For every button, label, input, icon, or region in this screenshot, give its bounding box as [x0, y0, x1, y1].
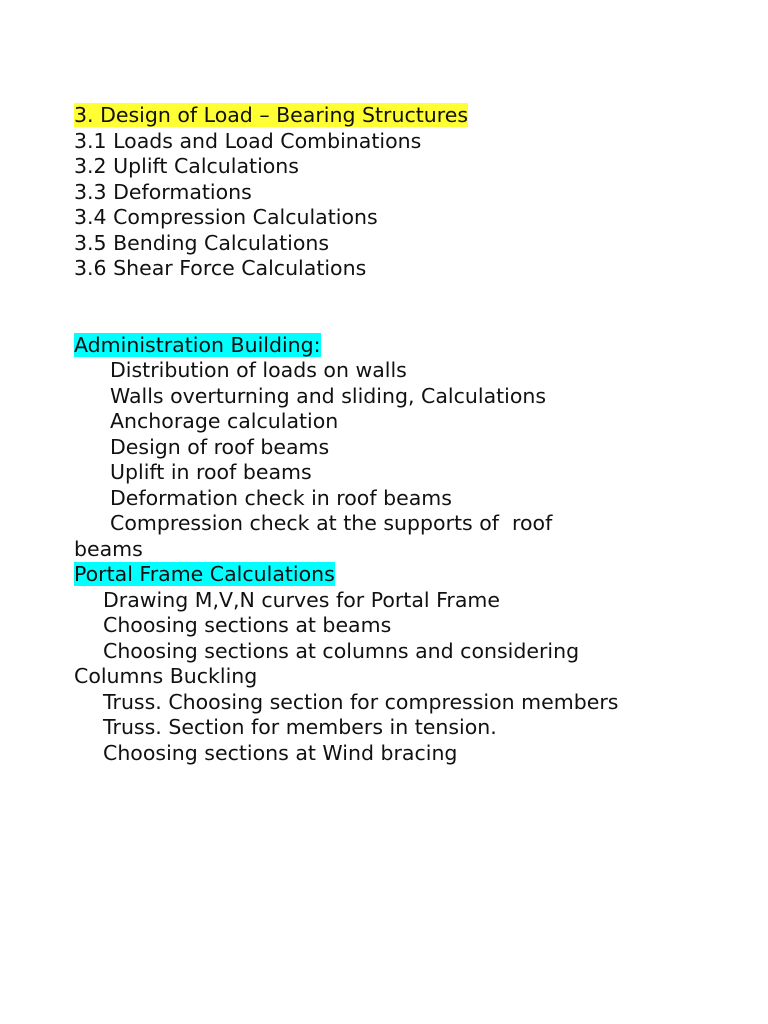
list-item: 3.3 Deformations	[74, 179, 252, 204]
list-item: Choosing sections at beams	[103, 613, 392, 637]
list-item: Walls overturning and sliding, Calculations	[110, 383, 547, 408]
list-item: Truss. Choosing section for compression members	[103, 689, 619, 714]
list-item: Distribution of loads on walls	[110, 358, 407, 382]
portal-heading-text: Portal Frame Calculations	[74, 562, 335, 586]
list-item: 3.1 Loads and Load Combinations	[74, 128, 422, 153]
portal-heading	[74, 562, 714, 588]
section-heading-text: 3. Design of Load – Bearing Structures	[74, 103, 469, 127]
list-item: Deformation check in roof beams	[110, 485, 452, 510]
list-item: Anchorage calculation	[110, 409, 339, 433]
list-item: 3.4 Compression Calculations	[74, 205, 378, 229]
section-heading	[74, 103, 714, 129]
list-item-continuation: Columns Buckling	[74, 664, 258, 688]
list-item: Compression check at the supports of roof	[110, 511, 553, 535]
list-item: Uplift in roof beams	[110, 460, 312, 484]
document-page	[74, 103, 714, 766]
list-item: Choosing sections at columns and considering	[103, 638, 580, 663]
list-item: Design of roof beams	[110, 434, 330, 459]
list-item: Choosing sections at Wind bracing	[103, 740, 458, 765]
section-spacer	[74, 282, 714, 333]
list-item: 3.2 Uplift Calculations	[74, 154, 299, 178]
admin-heading-text: Administration Building:	[74, 332, 321, 357]
list-item: 3.5 Bending Calculations	[74, 230, 330, 255]
list-item-continuation: beams	[74, 536, 143, 561]
list-item: Drawing M,V,N curves for Portal Frame	[103, 587, 500, 612]
list-item: Truss. Section for members in tension.	[103, 715, 497, 739]
admin-heading	[74, 333, 714, 359]
list-item: 3.6 Shear Force Calculations	[74, 256, 367, 280]
